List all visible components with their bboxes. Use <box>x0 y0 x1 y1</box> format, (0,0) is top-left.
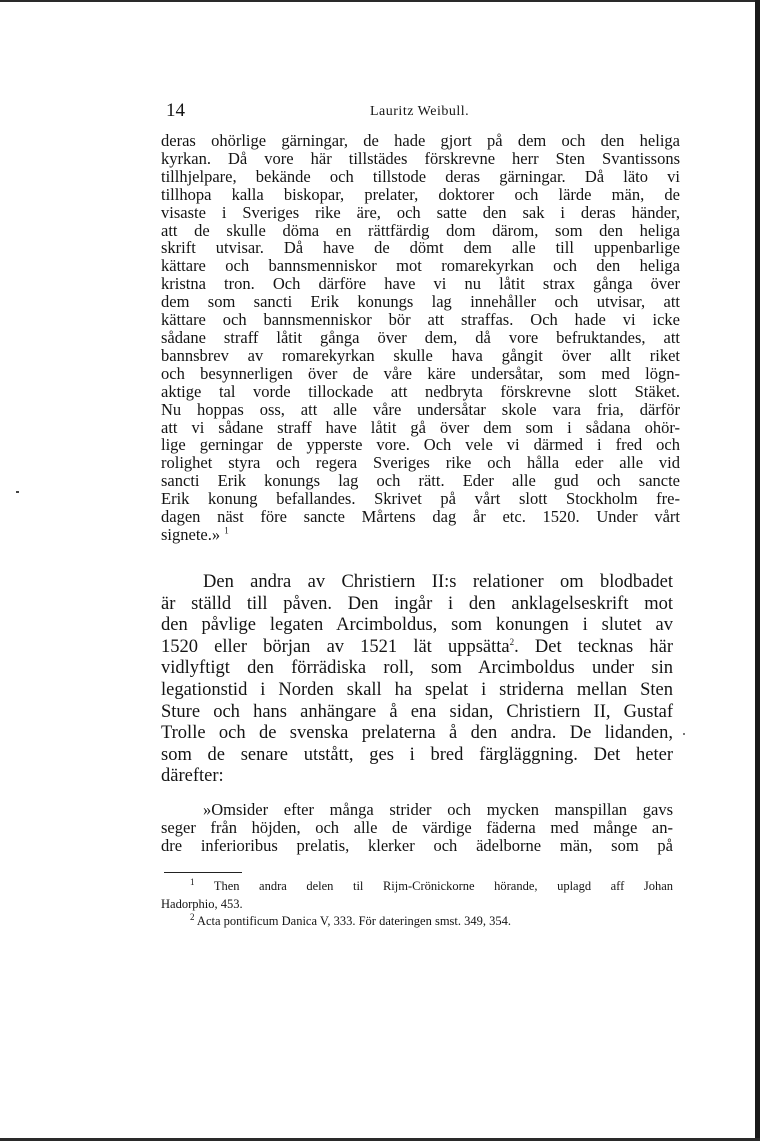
text-line: aktige tal vorde tillockade att nedbryta förskrevne slott Stäket. <box>161 381 680 401</box>
footnote <box>161 878 673 913</box>
scan-edge-right <box>755 0 760 1141</box>
margin-mark-right <box>683 733 685 735</box>
text-line: skrift utvisar. Då have de dömt dem alle till uppenbarlige <box>161 238 680 258</box>
text-line: Den andra av Christiern II:s relationer om blodbadet <box>203 572 673 592</box>
body-paragraph <box>161 572 673 788</box>
text-line: sådane straff låtit gånga över dem, då vore befruktandes, att <box>161 327 680 347</box>
footnote-text: Then andra delen til Rijm-Crönickorne hörande, uplagd aff Johan <box>194 879 673 893</box>
footnote-marker: 2 <box>190 911 195 922</box>
text-line: deras ohörlige gärningar, de hade gjort på dem och den heliga <box>161 131 680 150</box>
footnote-line: Hadorphio, 453. <box>161 896 243 911</box>
text-line: Erik konung befallandes. Skrivet på vårt slott Stockholm fre- <box>161 489 680 509</box>
text-line: vidlyftigt den förrädiska roll, som Arcimboldus under sin <box>161 658 673 679</box>
footnotes <box>161 878 673 931</box>
text-line: lige gerningar de ypperste vore. Och vele vi därmed i fred och <box>161 435 680 455</box>
footnote-marker: 1 <box>190 876 195 887</box>
text-line: Sture och hans anhängare å ena sidan, Christiern II, Gustaf <box>161 701 673 722</box>
text-line: Nu hoppas oss, att alle våre undersåtar skole vara fria, därför <box>161 399 680 419</box>
text-line: seger från höjden, och alle de värdige fäderna med månge an- <box>161 817 673 837</box>
text-line: »Omsider efter många strider och mycken manspillan gavs <box>203 800 673 819</box>
text-line: dem som sancti Erik konungs lag innehåller och utvisar, att <box>161 292 680 312</box>
margin-mark <box>16 491 19 493</box>
text-line: att de skulle döma en rättfärdig dom därom, som den heliga <box>161 220 680 240</box>
text-line: tillhopa kalla biskopar, prelater, doktorer och lärde män, de <box>161 184 680 204</box>
footnote <box>161 913 673 931</box>
footnote-ref: 1 <box>224 525 229 536</box>
quoted-passage <box>161 801 673 854</box>
text-line: kättare och bannsmenniskor mot romarekyrkan och den heliga <box>161 256 680 276</box>
text-line: bannsbrev av romarekyrkan skulle hava gångit över allt riket <box>161 345 680 365</box>
text-line: tillhjelpare, bekände och tillstode deras gärningar. Då läto vi <box>161 166 680 186</box>
text-line: Trolle och de svenska prelaterna å den andra. De lidanden, <box>161 723 673 744</box>
page-number: 14 <box>166 100 185 121</box>
text-line: visaste i Sveriges rike äre, och satte den sak i deras händer, <box>161 202 680 222</box>
text-line: och besynnerligen över de våre käre undersåtar, som med lögn- <box>161 363 680 383</box>
text-line-content: 1520 eller början av 1521 lät uppsätta <box>161 636 510 657</box>
footnote-rule <box>164 872 242 873</box>
footnote-ref: 2 <box>509 636 515 647</box>
text-line: dagen näst före sancte Mårtens dag år etc. 1520. Under vårt <box>161 507 680 527</box>
text-line: kyrkan. Då vore här tillstädes förskrevne herr Sten Svantissons <box>161 148 680 168</box>
text-line: att vi sådane straff have låtit gå över dem som i sådana ohör- <box>161 417 680 437</box>
running-head: Lauritz Weibull. <box>370 104 470 119</box>
text-line: sancti Erik konungs lag och rätt. Eder alle gud och sancte <box>161 471 680 491</box>
footnote-text: Acta pontificum Danica V, 333. För dateringen smst. 349, 354. <box>194 914 512 928</box>
text-line: kättare och bannsmenniskor bör att straffas. Och hade vi icke <box>161 310 680 330</box>
quoted-letter <box>161 132 680 544</box>
text-line-with-ref <box>161 637 673 659</box>
text-line: därefter: <box>161 766 224 787</box>
scan-edge-top <box>0 0 760 2</box>
text-line: som de senare utstått, ges i bred färgläggning. Det heter <box>161 744 673 765</box>
text-line: är ställd till påven. Den ingår i den anklagelseskrift mot <box>161 593 673 614</box>
footnote-line <box>161 878 673 896</box>
text-line-tail: . Det tecknas här <box>514 636 673 657</box>
footnote-line <box>161 913 673 931</box>
text-line-last <box>161 526 680 544</box>
text-line: den påvlige legaten Arcimboldus, som konungen i slutet av <box>161 615 673 636</box>
text-line: dre inferioribus prelatis, klerker och ädelborne män, som på <box>161 835 673 855</box>
text-line: rolighet styra och regera Sveriges rike och hålla eder alle vid <box>161 453 680 473</box>
text-line-content: signete.» <box>161 524 225 544</box>
text-line: legationstid i Norden skall ha spelat i striderna mellan Sten <box>161 679 673 700</box>
text-line: kristna tron. Och därföre have vi nu låtit strax gånga över <box>161 274 680 294</box>
